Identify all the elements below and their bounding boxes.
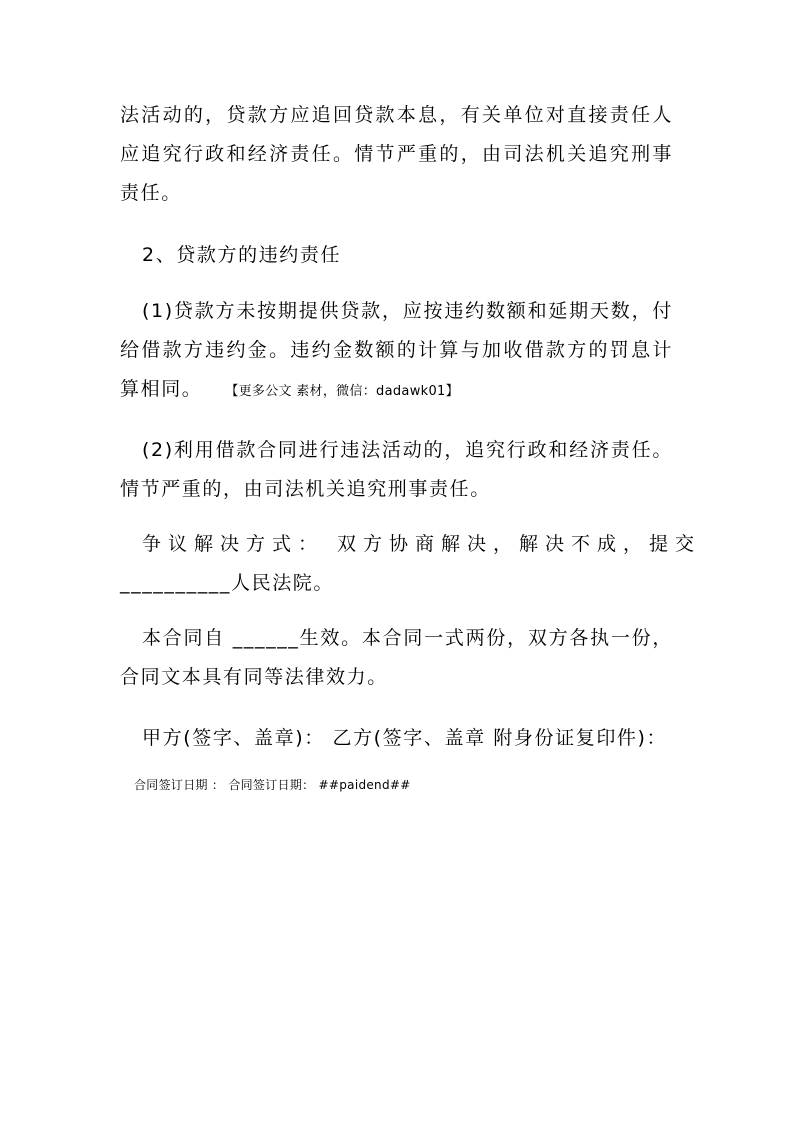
- signature-line: 甲方(签字、盖章)： 乙方(签字、盖章 附身份证复印件)：: [142, 727, 668, 749]
- paragraph-illegal-activity-liability: [120, 96, 673, 213]
- text-line: 争议解决方式： 双方协商解决，解决不成，提交: [142, 533, 702, 555]
- source-note: 【更多公文 素材，微信：dadawk01】: [225, 384, 459, 399]
- text-line: __________人民法院。: [120, 572, 335, 594]
- text-fragment: 算相同。: [120, 378, 203, 400]
- text-line: 给借款方违约金。违约金数额的计算与加收借款方的罚息计: [120, 339, 673, 361]
- text-line: 合同文本具有同等法律效力。: [120, 666, 388, 688]
- text-line: 法活动的，贷款方应追回贷款本息，有关单位对直接责任人: [120, 104, 673, 126]
- text-line: [120, 370, 673, 411]
- paragraph-contract-effect: [120, 619, 673, 697]
- text-line: 责任。: [120, 182, 182, 204]
- section-heading: 2、贷款方的违约责任: [142, 244, 342, 266]
- section-heading-lender-liability: [120, 236, 673, 275]
- text-line: (1)贷款方未按期提供贷款，应按违约数额和延期天数，付: [142, 300, 673, 322]
- text-line: 本合同自 ______生效。本合同一式两份，双方各执一份，: [142, 627, 673, 649]
- text-line: 情节严重的，由司法机关追究刑事责任。: [120, 478, 491, 500]
- paragraph-signatures: [120, 719, 673, 758]
- text-line: (2)利用借款合同进行违法活动的，追究行政和经济责任。: [142, 439, 673, 461]
- paragraph-illegal-contract-use: [120, 431, 673, 509]
- text-line: 应追究行政和经济责任。情节严重的，由司法机关追究刑事: [120, 143, 673, 165]
- paragraph-late-loan-penalty: [120, 292, 673, 411]
- signing-date-line: 合同签订日期 ： 合同签订日期： ##paidend##: [134, 778, 411, 792]
- paragraph-dispute-resolution: [120, 525, 702, 603]
